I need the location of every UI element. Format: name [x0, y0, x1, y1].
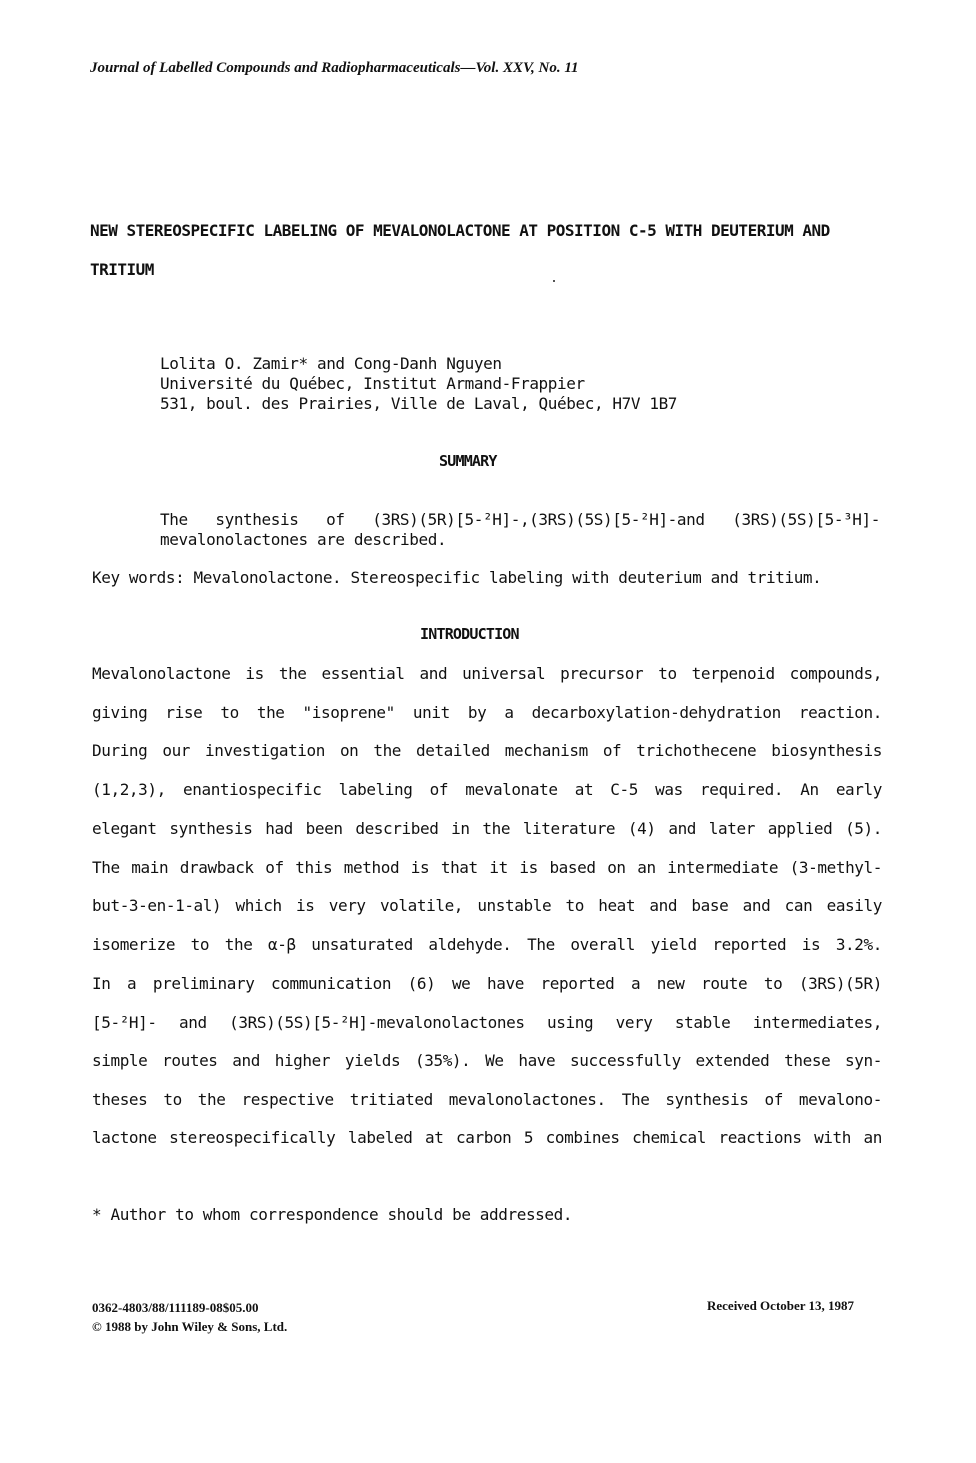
intro-line: isomerize to the α-β unsaturated aldehyde. The overall yield reported is 3.2%.	[92, 935, 882, 954]
intro-line: lactone stereospecifically labeled at carbon 5 combines chemical reactions with an	[92, 1128, 882, 1147]
footnote: * Author to whom correspondence should be addressed.	[92, 1205, 573, 1224]
introduction-heading: INTRODUCTION	[420, 625, 519, 643]
author-names: Lolita O. Zamir* and Cong-Danh Nguyen	[160, 354, 502, 373]
speck	[553, 280, 555, 282]
intro-line: giving rise to the "isoprene" unit by a decarboxylation-dehydration reaction.	[92, 703, 882, 722]
author-affiliation-1: Université du Québec, Institut Armand-Frappier	[160, 374, 585, 393]
intro-line: [5-²H]- and (3RS)(5S)[5-²H]-mevalonolactones using very stable intermediates,	[92, 1013, 882, 1032]
summary-heading: SUMMARY	[439, 452, 497, 470]
intro-line: theses to the respective tritiated mevalonolactones. The synthesis of mevalono-	[92, 1090, 882, 1109]
summary-line-2: mevalonolactones are described.	[160, 530, 447, 549]
intro-line: The main drawback of this method is that it is based on an intermediate (3-methyl-	[92, 858, 882, 877]
intro-line: elegant synthesis had been described in the literature (4) and later applied (5).	[92, 819, 882, 838]
keywords: Key words: Mevalonolactone. Stereospecific labeling with deuterium and tritium.	[92, 568, 822, 587]
footer-copyright: © 1988 by John Wiley & Sons, Ltd.	[92, 1319, 288, 1334]
footer-code: 0362-4803/88/111189-08$05.00	[92, 1300, 259, 1315]
article-title-line-2: TRITIUM	[90, 260, 154, 279]
article-title-line-1: NEW STEREOSPECIFIC LABELING OF MEVALONOLACTONE AT POSITION C-5 WITH DEUTERIUM AND	[90, 221, 830, 240]
journal-header: Journal of Labelled Compounds and Radiopharmaceuticals—Vol. XXV, No. 11	[90, 60, 579, 76]
intro-line: In a preliminary communication (6) we have reported a new route to (3RS)(5R)	[92, 974, 882, 993]
author-affiliation-2: 531, boul. des Prairies, Ville de Laval, Québec, H7V 1B7	[160, 394, 678, 413]
intro-line: Mevalonolactone is the essential and universal precursor to terpenoid compounds,	[92, 664, 882, 683]
received-date: Received October 13, 1987	[707, 1298, 855, 1313]
intro-line: simple routes and higher yields (35%). We have successfully extended these syn-	[92, 1051, 882, 1070]
intro-line: but-3-en-1-al) which is very volatile, unstable to heat and base and can easily	[92, 896, 882, 915]
intro-line: During our investigation on the detailed mechanism of trichothecene biosynthesis	[92, 741, 882, 760]
intro-line: (1,2,3), enantiospecific labeling of mevalonate at C-5 was required. An early	[92, 780, 882, 799]
summary-line-1: The synthesis of (3RS)(5R)[5-²H]-,(3RS)(5S)[5-²H]-and (3RS)(5S)[5-³H]-	[160, 510, 880, 529]
